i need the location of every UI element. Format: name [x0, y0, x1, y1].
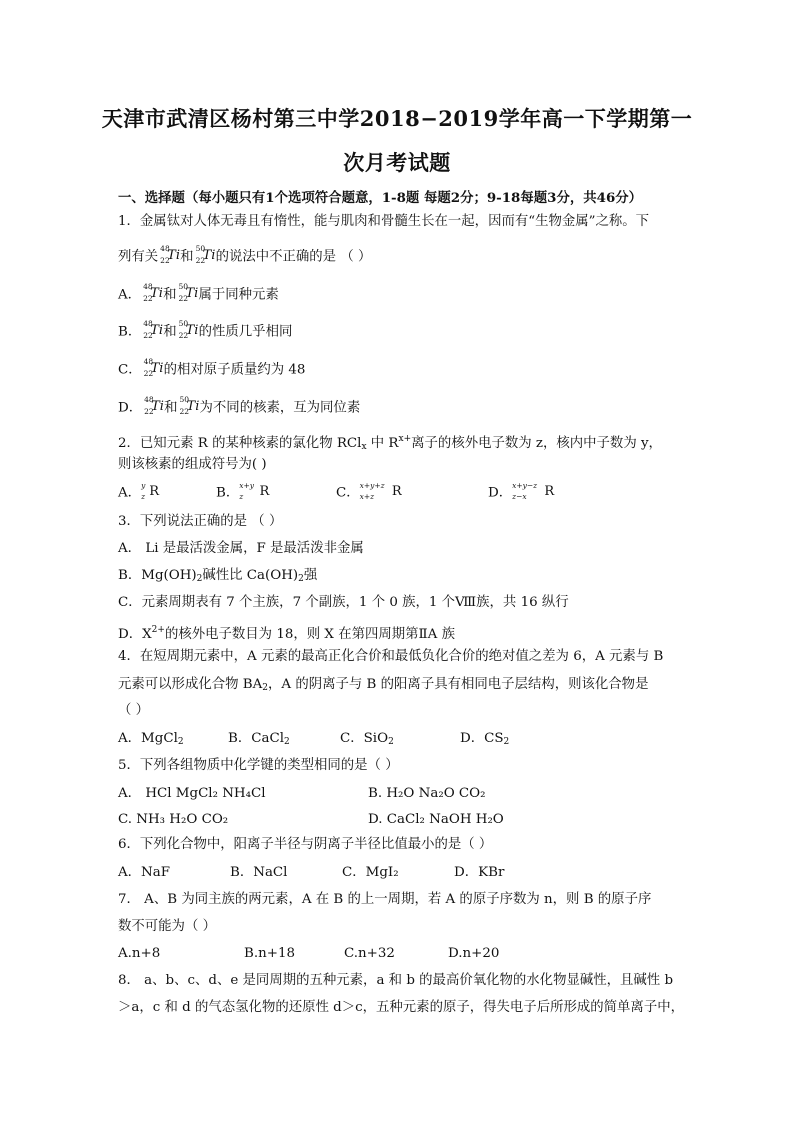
q7-option-d: D.n+20: [448, 946, 500, 961]
q6-option-d: D．KBr: [454, 865, 505, 880]
q5-option-a: A． HCl MgCl₂ NH₄Cl: [118, 786, 266, 801]
q7-option-c: C.n+32: [344, 946, 395, 961]
q5-option-c: C. NH₃ H₂O CO₂: [118, 812, 229, 827]
isotope-ti-50: 50 22 Ti: [195, 244, 216, 265]
q5-stem: 5．下列各组物质中化学键的类型相同的是（ ）: [118, 758, 399, 773]
q1-option-b: B． 48 22 Ti 和 50 22 Ti 的性质几乎相同: [118, 319, 293, 340]
q2-stem-line-1: 2．已知元素 R 的某种核素的氯化物 RCl$_x$ 中 $R^{x+}$离子的核外电子数为 z，核内中子数为 y，: [118, 434, 662, 452]
q7-stem-line-1: 7． A、B 为同主族的两元素，A 在 B 的上一周期，若 A 的原子序数为 n，则 B 的原子序: [118, 892, 652, 907]
q2-option-d: D． x+y−z z−x R: [488, 481, 555, 501]
q3-stem: 3．下列说法正确的是 （ ）: [118, 514, 283, 529]
q3-option-d: D．$X^{2+}$的核外电子数目为 18，则 X 在第四周期第ⅡA 族: [118, 625, 455, 642]
q6-option-c: C．MgI₂: [342, 865, 399, 880]
q2-option-c: C． x+y+z x+z R: [336, 481, 402, 501]
q4-stem-line-2: 元素可以形成化合物 $BA_2$，A 的阴离子与 B 的阳离子具有相同电子层结构，则该化合物是: [118, 677, 649, 693]
q2-option-b: B． x+y z R: [216, 481, 270, 501]
q4-option-b: B．CaCl$_2$: [228, 731, 290, 747]
q3-option-b: B．$Mg(OH)_2$碱性比 $Ca(OH)_2$强: [118, 568, 318, 584]
q7-stem-line-2: 数不可能为（ ）: [118, 919, 216, 934]
q1-stem-line-1: 1．金属钛对人体无毒且有惰性，能与肌肉和骨髓生长在一起，因而有“生物金属”之称。下: [118, 214, 650, 229]
q3-option-a: A． Li 是最活泼金属，F 是最活泼非金属: [118, 541, 364, 556]
q3-option-c: C．元素周期表有 7 个主族，7 个副族，1 个 0 族，1 个Ⅷ族，共 16 纵行: [118, 595, 569, 610]
q4-option-a: A．MgCl$_2$: [118, 731, 184, 747]
section-heading: 一、选择题（每小题只有1个选项符合题意，1-8题 每题2分；9-18每题3分，共46分）: [118, 190, 643, 206]
q1-option-d: D． 48 22 Ti 和 50 22 Ti 为不同的核素，互为同位素: [118, 395, 361, 416]
q4-stem-line-3: （ ）: [118, 703, 150, 718]
q8-stem-line-1: 8． a、b、c、d、e 是同周期的五种元素，a 和 b 的最高价氧化物的水化物显碱性，且碱性 b: [118, 973, 674, 988]
q8-stem-line-2: ＞a，c 和 d 的气态氢化物的还原性 d＞c，五种元素的原子，得失电子后所形成的简单离子中，: [118, 1000, 684, 1015]
q6-option-b: B．NaCl: [230, 865, 288, 880]
q7-option-b: B.n+18: [244, 946, 295, 961]
q1-stem-line-2: 列有关 48 22 Ti 和 50 22 Ti 的说法中不正确的是 （ ）: [118, 244, 372, 265]
q6-stem: 6．下列化合物中，阳离子半径与阴离子半径比值最小的是（ ）: [118, 837, 493, 852]
q4-option-c: C．SiO$_2$: [340, 731, 394, 747]
isotope-ti-48: 48 22 Ti: [160, 244, 181, 265]
q1-option-a: A． 48 22 Ti 和 50 22 Ti 属于同种元素: [118, 282, 279, 303]
q7-option-a: A.n+8: [118, 946, 161, 961]
q1-option-c: C． 48 22 Ti 的相对原子质量约为 48: [118, 357, 306, 378]
q5-option-b: B. H₂O Na₂O CO₂: [368, 786, 486, 801]
q6-option-a: A．NaF: [118, 865, 171, 880]
q4-option-d: D．$CS_2$: [460, 731, 510, 747]
q5-option-d: D. CaCl₂ NaOH H₂O: [368, 812, 504, 827]
q2-stem-line-2: 则该核素的组成符号为( ): [118, 457, 267, 472]
exam-title-line-1: 天津市武清区杨村第三中学2018−2019学年高一下学期第一: [101, 106, 693, 131]
q4-stem-line-1: 4．在短周期元素中，A 元素的最高正化合价和最低负化合价的绝对值之差为 6，A 元素与 B: [118, 649, 664, 664]
q2-option-a: A． y z R: [118, 481, 160, 501]
exam-title-line-2: 次月考试题: [343, 150, 451, 175]
